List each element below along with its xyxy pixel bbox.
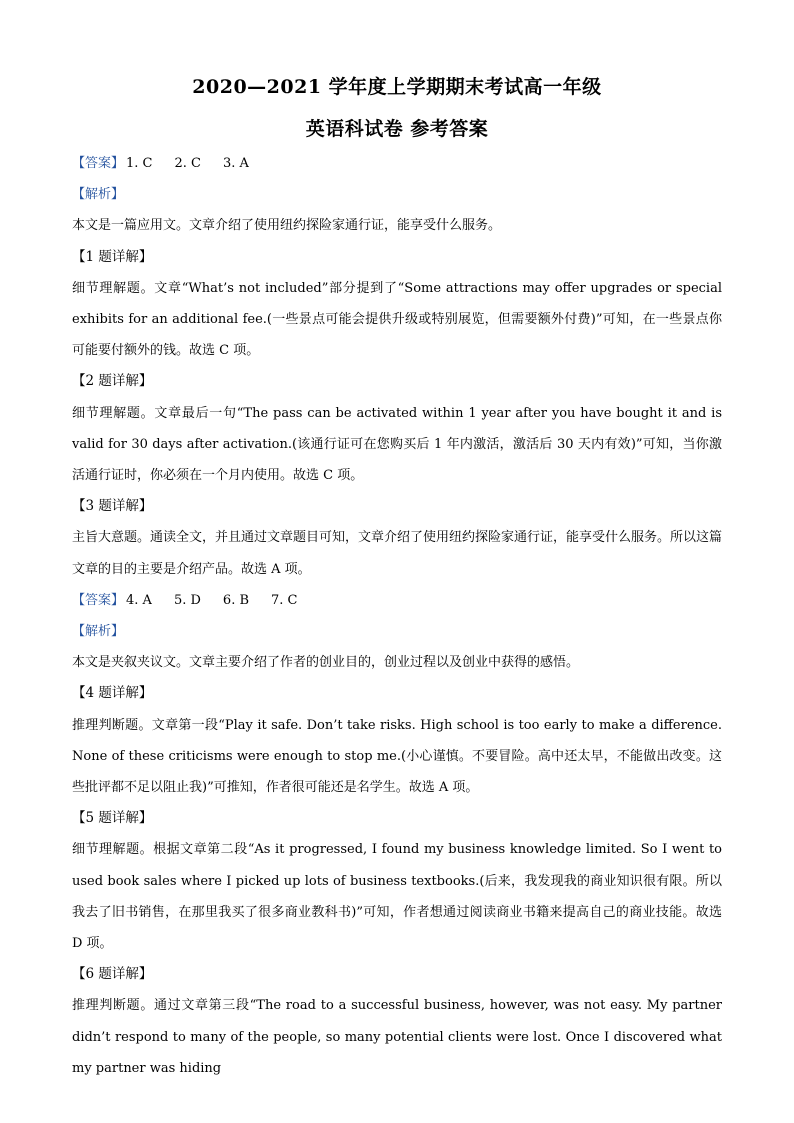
answer-label: 【答案】 xyxy=(72,156,125,171)
answer-item: 2. C xyxy=(174,156,201,171)
answer-item: 1. C xyxy=(126,156,153,171)
answer-item: 4. A xyxy=(126,592,152,608)
question-explanation: 细节理解题。根据文章第二段“As it progressed, I found my business knowledge limited. So I went to used book sales where I picked up lots of business textbooks.(后来，我发现我的商业知识很有限。所以我去了旧书销售，在那里我买了很多商业教科书)”可知，作者想通过阅读商业书籍来提高自己的商业技能。故选 D 项。 xyxy=(72,842,722,951)
answer-item: 7. C xyxy=(271,592,298,608)
answer-item: 5. D xyxy=(173,592,201,608)
question-explanation: 推理判断题。文章第一段“Play it safe. Don’t take risks. High school is too early to make a difference. None of these criticisms were enough to stop me.(小心谨慎。不要冒险。高中还太早，不能做出改变。这些批评都不足以阻止我)”可推知，作者很可能还是名学生。故选 A 项。 xyxy=(72,717,722,795)
question-heading: 【6 题详解】 xyxy=(72,966,153,983)
document-subtitle: 英语科试卷 参考答案 xyxy=(305,118,489,140)
passage-summary: 本文是夹叙夹议文。文章主要介绍了作者的创业目的，创业过程以及创业中获得的感悟。 xyxy=(72,655,580,671)
question-explanation: 推理判断题。通过文章第三段“The road to a successful business, however, was not easy. My partner didn’t respond to many of the people, so many potential clients were lost. Once I discovered what my partner was hiding xyxy=(72,998,722,1076)
question-heading: 【4 题详解】 xyxy=(72,685,153,702)
answer-content xyxy=(72,148,722,1084)
question-heading: 【5 题详解】 xyxy=(72,810,153,827)
answer-item: 3. A xyxy=(222,156,249,171)
passage-summary: 本文是一篇应用文。文章介绍了使用纽约探险家通行证，能享受什么服务。 xyxy=(72,218,502,234)
answer-line xyxy=(72,585,722,616)
answer-label: 【答案】 xyxy=(72,592,125,608)
question-explanation: 细节理解题。文章“What’s not included”部分提到了“Some attractions may offer upgrades or special exhibits for an additional fee.(一些景点可能会提供升级或特别展览，但需要额外付费)”可知，在一些景点你可能要付额外的钱。故选 C 项。 xyxy=(72,280,722,359)
question-heading: 【1 题详解】 xyxy=(72,248,153,265)
question-explanation: 主旨大意题。通读全文，并且通过文章题目可知，文章介绍了使用纽约探险家通行证，能享受什么服务。所以这篇文章的目的主要是介绍产品。故选 A 项。 xyxy=(72,530,723,577)
analysis-label: 【解析】 xyxy=(72,187,125,203)
question-explanation: 细节理解题。文章最后一句“The pass can be activated within 1 year after you have bought it and is valid for 30 days after activation.(该通行证可在您购买后 1 年内激活，激活后 30 天内有效)”可知，当你激活通行证时，你必须在一个月内使用。故选 C 项。 xyxy=(72,405,722,483)
analysis-label: 【解析】 xyxy=(72,623,125,639)
answer-item: 6. B xyxy=(222,592,250,608)
document-title: 2020—2021 学年度上学期期末考试高一年级 xyxy=(192,76,602,98)
question-heading: 【3 题详解】 xyxy=(72,498,153,515)
question-heading: 【2 题详解】 xyxy=(72,373,153,390)
answer-line xyxy=(72,148,722,179)
